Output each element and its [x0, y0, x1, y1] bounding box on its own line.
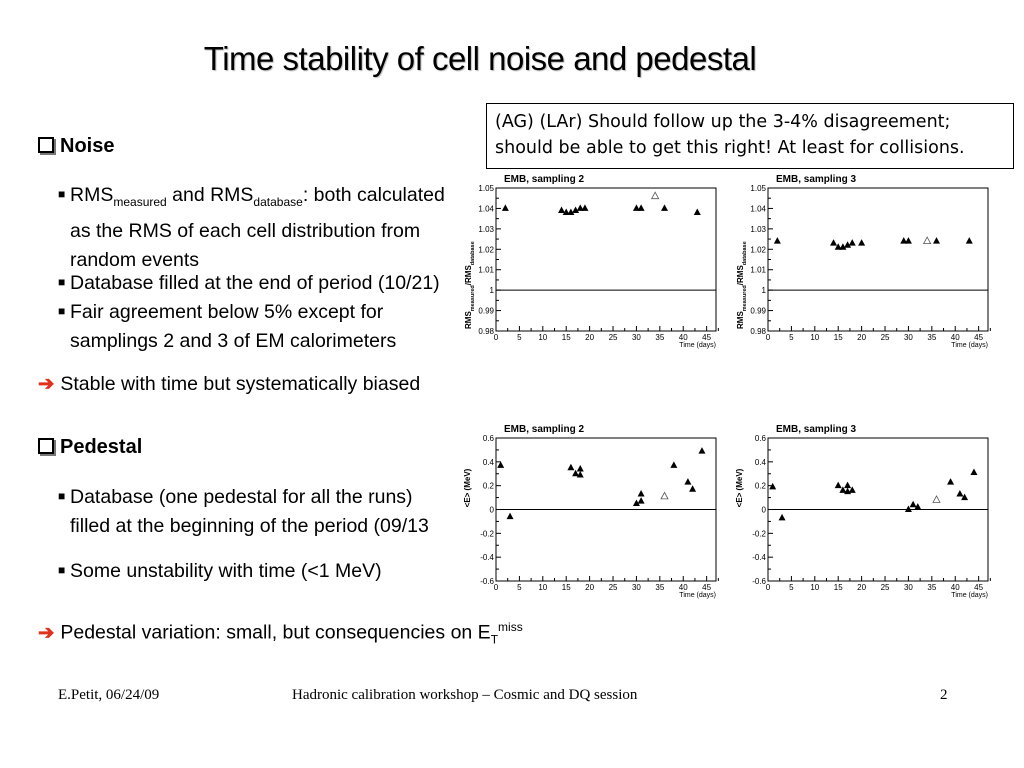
- bullet-icon: ■: [58, 563, 66, 577]
- x-tick-label: 5: [789, 333, 794, 342]
- x-tick-label: 45: [702, 583, 712, 592]
- y-tick-label: 1.01: [750, 265, 766, 275]
- plot-pedestal-sampling-2: [458, 420, 720, 602]
- footer-author: E.Petit, 06/24/09: [58, 687, 160, 703]
- x-tick-label: 45: [702, 333, 712, 342]
- pedestal-bullet-2-text: Some unstability with time (<1 MeV): [70, 560, 382, 582]
- x-tick-label: 5: [517, 333, 522, 342]
- x-tick-label: 10: [810, 583, 820, 592]
- x-tick-label: 45: [974, 333, 984, 342]
- y-axis-label: <E> (MeV): [735, 468, 744, 508]
- noise-bullet-3-line-2: samplings 2 and 3 of EM calorimeters: [70, 330, 397, 352]
- y-tick-label: 0.4: [754, 457, 766, 467]
- x-tick-label: 25: [880, 333, 890, 342]
- y-tick-label: 1.02: [478, 245, 494, 255]
- y-tick-label: 1.03: [478, 224, 494, 234]
- x-tick-label: 30: [631, 583, 641, 592]
- y-tick-label: 1.05: [750, 184, 766, 193]
- x-axis-label: Time (days): [679, 592, 716, 599]
- noise-bullet-2: [58, 268, 440, 298]
- x-tick-label: 45: [974, 583, 984, 592]
- y-tick-label: 0.4: [482, 457, 494, 467]
- y-tick-label: 0.98: [478, 327, 494, 336]
- x-axis-label: Time (days): [951, 592, 988, 599]
- noise-conclusion: [38, 372, 420, 396]
- x-tick-label: 40: [678, 583, 688, 592]
- slide-title: Time stability of cell noise and pedestal: [203, 40, 757, 77]
- noise-bullet-2-text: Database filled at the end of period (10/21): [70, 272, 440, 294]
- arrow-right-icon: ➔: [38, 621, 55, 644]
- rms-text: RMS: [70, 184, 114, 206]
- y-tick-label: -0.6: [480, 577, 494, 586]
- plot-noise-sampling-3: [730, 170, 992, 352]
- pedestal-bullet-1: [58, 482, 429, 541]
- y-tick-label: 0.2: [754, 481, 766, 491]
- bullet-1-line-3: random events: [70, 248, 199, 271]
- y-tick-label: 0.99: [478, 306, 494, 316]
- x-tick-label: 15: [561, 333, 571, 342]
- comment-line-1: (AG) (LAr) Should follow up the 3-4% disagreement;: [495, 112, 951, 132]
- arrow-right-icon: ➔: [38, 373, 55, 395]
- y-tick-label: 0.2: [482, 481, 494, 491]
- pedestal-conclusion: [38, 620, 523, 646]
- comment-line-2: should be able to get this right! At least for collisions.: [495, 138, 965, 158]
- y-tick-label: 1: [489, 286, 494, 296]
- x-tick-label: 25: [880, 583, 890, 592]
- subscript-database: database: [253, 194, 303, 209]
- x-tick-label: 10: [810, 333, 820, 342]
- y-tick-label: 1.02: [750, 245, 766, 255]
- x-tick-label: 20: [585, 333, 595, 342]
- x-tick-label: 40: [678, 333, 688, 342]
- x-tick-label: 10: [538, 333, 548, 342]
- y-axis-label: $RMS_{measured}/RMS_{database}$: [464, 241, 476, 329]
- noise-heading-label: Noise: [60, 135, 115, 157]
- plot-frame: [496, 188, 716, 331]
- y-tick-label: 1.04: [478, 204, 494, 214]
- y-tick-label: 0.6: [754, 434, 766, 443]
- x-axis-label: Time (days): [951, 342, 988, 349]
- y-tick-label: -0.4: [752, 553, 766, 563]
- x-axis-label: Time (days): [679, 342, 716, 349]
- and-rms-text: and RMS: [166, 184, 254, 206]
- x-tick-label: 35: [655, 583, 665, 592]
- x-tick-label: 15: [833, 583, 843, 592]
- y-tick-label: -0.2: [480, 529, 494, 539]
- x-tick-label: 30: [903, 583, 913, 592]
- y-tick-label: -0.6: [752, 577, 766, 586]
- y-tick-label: 1: [761, 286, 766, 296]
- pedestal-bullet-1-line-2: filled at the beginning of the period (09/13: [70, 515, 429, 537]
- noise-bullet-3-line-1: Fair agreement below 5% except for: [70, 301, 384, 323]
- pedestal-heading-label: Pedestal: [60, 436, 143, 458]
- pedestal-heading: [38, 436, 142, 459]
- plot-frame: [768, 188, 988, 331]
- x-tick-label: 20: [585, 583, 595, 592]
- checkbox-square-icon: [38, 137, 54, 153]
- y-axis-label: $RMS_{measured}/RMS_{database}$: [736, 241, 748, 329]
- noise-heading: [38, 135, 114, 158]
- x-tick-label: 0: [765, 583, 771, 592]
- plot-title: EMB, sampling 3: [776, 424, 857, 435]
- comment-box: [486, 103, 1014, 169]
- x-tick-label: 35: [927, 583, 937, 592]
- pedestal-conclusion-text: Pedestal variation: small, but consequencies on E: [60, 621, 491, 644]
- x-tick-label: 25: [608, 333, 618, 342]
- noise-bullet-3: [58, 297, 396, 356]
- y-tick-label: 1.04: [750, 204, 766, 214]
- x-tick-label: 15: [833, 333, 843, 342]
- x-tick-label: 40: [950, 583, 960, 592]
- plot-title: EMB, sampling 3: [776, 174, 857, 185]
- x-tick-label: 0: [765, 333, 771, 342]
- y-tick-label: 0: [489, 505, 494, 515]
- y-tick-label: 1.01: [478, 265, 494, 275]
- bullet-icon: ■: [58, 304, 66, 318]
- y-tick-label: -0.4: [480, 553, 494, 563]
- plot-title: EMB, sampling 2: [504, 174, 585, 185]
- y-tick-label: 1.03: [750, 224, 766, 234]
- x-tick-label: 10: [538, 583, 548, 592]
- y-axis-label: <E> (MeV): [463, 468, 472, 508]
- noise-conclusion-text: Stable with time but systematically biased: [60, 373, 421, 395]
- x-tick-label: 0: [493, 583, 499, 592]
- pedestal-bullet-2: [58, 556, 382, 586]
- plot-pedestal-sampling-3: [730, 420, 992, 602]
- y-tick-label: -0.2: [752, 529, 766, 539]
- x-tick-label: 40: [950, 333, 960, 342]
- pedestal-bullet-1-line-1: Database (one pedestal for all the runs): [70, 486, 413, 508]
- y-tick-label: 0.98: [750, 327, 766, 336]
- footer-page-number: 2: [940, 687, 948, 703]
- y-tick-label: 1.05: [478, 184, 494, 193]
- x-tick-label: 15: [561, 583, 571, 592]
- y-tick-label: 0.6: [482, 434, 494, 443]
- x-tick-label: 25: [608, 583, 618, 592]
- x-tick-label: 5: [789, 583, 794, 592]
- x-tick-label: 35: [655, 333, 665, 342]
- y-tick-label: 0.99: [750, 306, 766, 316]
- checkbox-square-icon: [38, 438, 54, 454]
- x-tick-label: 35: [927, 333, 937, 342]
- x-tick-label: 20: [857, 333, 867, 342]
- noise-bullet-1: [58, 180, 445, 275]
- subscript-measured: measured: [113, 194, 167, 209]
- bullet-icon: ■: [58, 489, 66, 503]
- x-tick-label: 30: [631, 333, 641, 342]
- superscript-miss: miss: [498, 620, 523, 634]
- bullet-1-rest: : both calculated: [302, 184, 445, 206]
- subscript-t: T: [490, 632, 499, 647]
- plot-title: EMB, sampling 2: [504, 424, 585, 435]
- footer-event: Hadronic calibration workshop – Cosmic and DQ session: [292, 687, 638, 703]
- x-tick-label: 0: [493, 333, 499, 342]
- x-tick-label: 20: [857, 583, 867, 592]
- plot-noise-sampling-2: [458, 170, 720, 352]
- bullet-1-line-2: as the RMS of each cell distribution from: [70, 219, 421, 242]
- x-tick-label: 5: [517, 583, 522, 592]
- y-tick-label: 0: [761, 505, 766, 515]
- x-tick-label: 30: [903, 333, 913, 342]
- bullet-icon: ■: [58, 275, 66, 289]
- bullet-icon: ■: [58, 187, 66, 201]
